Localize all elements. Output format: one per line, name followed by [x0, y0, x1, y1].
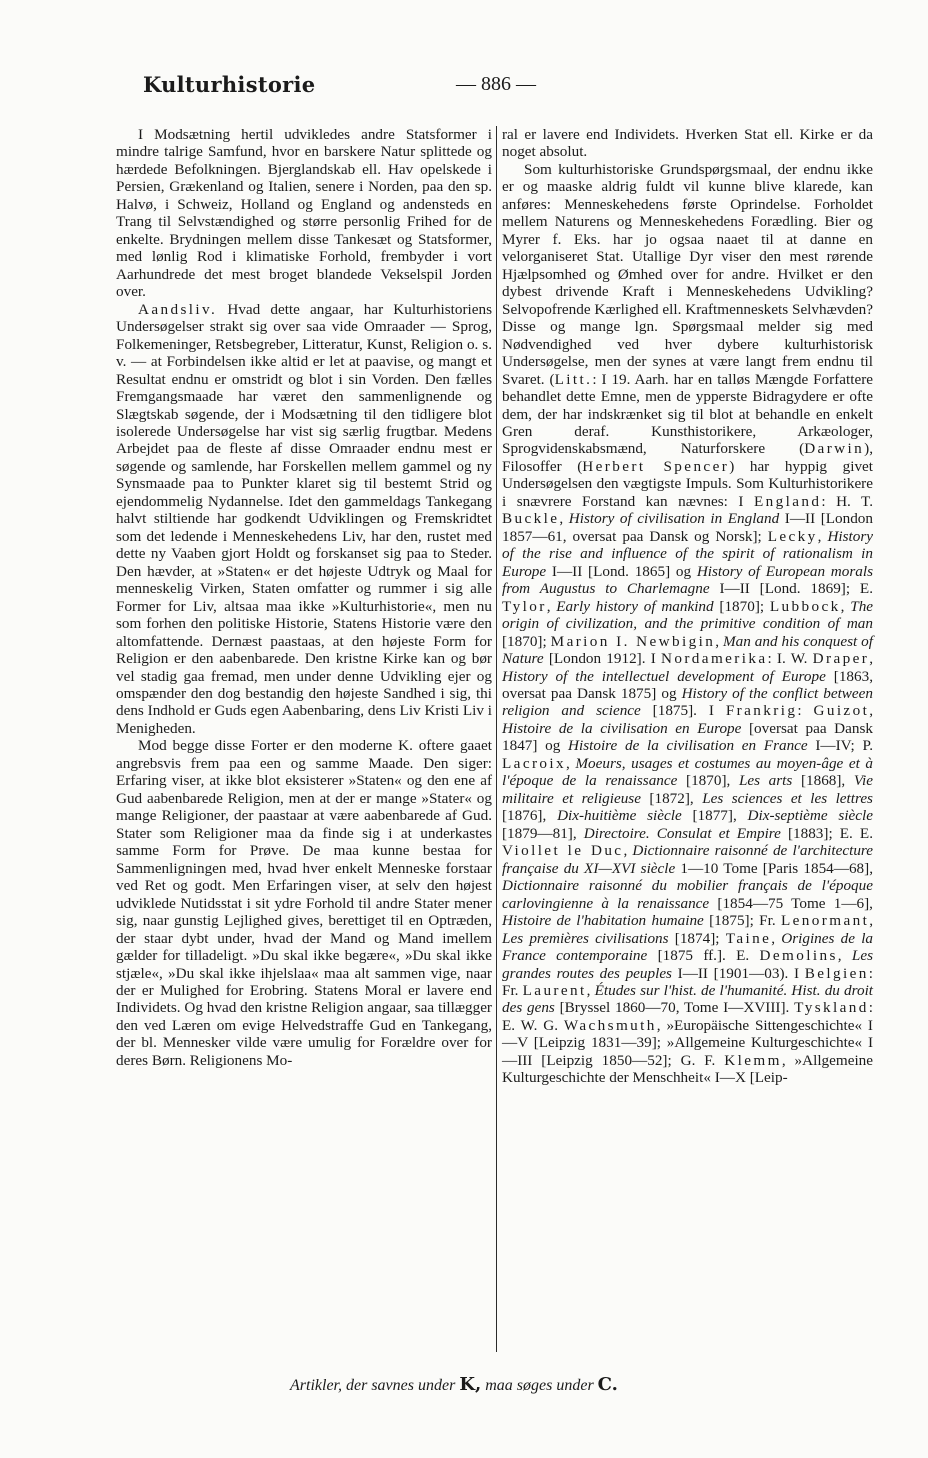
- author-name: Buckle: [502, 510, 560, 528]
- book-title: Les sciences et les lettres: [702, 789, 873, 807]
- author-name: Lecky: [767, 527, 818, 545]
- text: : E. W. G.: [502, 999, 873, 1034]
- footer-text: Artikler, der savnes under: [290, 1377, 460, 1394]
- text: ,: [869, 650, 873, 668]
- text: 1—10 Tome [Paris 1854—68],: [675, 859, 873, 877]
- text: I—II [London 1857—61, oversat paa Dansk og Norsk];: [502, 510, 873, 545]
- author-name: Lenormant: [780, 912, 870, 930]
- text: : H. T.: [821, 492, 874, 510]
- text: , »Allgemeine Kulturgeschichte der Menschheit« I—X [Leip-: [502, 1051, 873, 1087]
- text: [1870];: [713, 597, 770, 615]
- country-heading: Frankrig: [725, 702, 798, 720]
- paragraph: [116, 301, 492, 738]
- author-name: Taine: [725, 929, 772, 947]
- text: ,: [840, 597, 851, 615]
- text: : Fr.: [502, 964, 873, 999]
- footer-letter-c: C.: [597, 1374, 618, 1395]
- book-title: Histoire de la civilisation en Europe: [502, 719, 742, 737]
- country-heading: Belgien: [804, 964, 869, 982]
- country-heading: Nordamerika: [660, 650, 768, 668]
- text: [1868],: [792, 772, 854, 790]
- book-title: The origin of civilization, and the primitive condition of man: [502, 597, 874, 633]
- text: [1879—81],: [502, 824, 584, 842]
- text: ,: [869, 702, 873, 720]
- page-header: [143, 72, 783, 102]
- book-title: Les premières civilisations: [502, 929, 669, 947]
- text: [1875]. I: [640, 702, 726, 720]
- text: [1877],: [681, 807, 748, 825]
- page-number: — 886 —: [456, 73, 536, 95]
- book-title: Dictionnaire raisonné de l'architecture française du XI—XVI siècle: [502, 842, 874, 877]
- book-title: Vie militaire et religieuse: [502, 772, 873, 807]
- author-name: Wachsmuth: [563, 1016, 657, 1034]
- book-title: Études sur l'hist. de l'humanité. Hist. du droit des gens: [502, 981, 874, 1017]
- country-heading: Tyskland: [794, 999, 869, 1017]
- text: ,: [837, 947, 852, 965]
- author-name: Lacroix: [502, 754, 567, 772]
- book-title: Les arts: [738, 772, 793, 790]
- text: ,: [869, 912, 873, 930]
- book-title: Histoire de l'habitation humaine: [502, 912, 704, 930]
- author-name: Guizot: [813, 702, 870, 720]
- book-title: Origines de la France contemporaine: [502, 929, 874, 965]
- text: [1874];: [668, 929, 726, 947]
- text: ,: [817, 527, 828, 545]
- paragraph: ral er lavere end Individets. Hverken Stat ell. Kirke er da noget absolut.: [502, 126, 873, 161]
- text: I—II [1901—03). I: [671, 964, 805, 982]
- footer-text: maa søges under: [481, 1377, 598, 1394]
- text: I—II [Lond. 1865] og: [546, 562, 697, 580]
- author-name: Lubbock: [769, 597, 841, 615]
- right-column: [502, 126, 873, 1087]
- text: : I. W.: [767, 650, 813, 668]
- book-title: Directoire. Consulat et Empire: [583, 824, 781, 842]
- spaced-name: Herbert Spencer: [582, 457, 730, 475]
- author-name: Marion I. Newbigin: [550, 632, 716, 650]
- section-title: Kulturhistorie: [143, 72, 316, 97]
- book-title: History of European morals from Augustus to Charlemagne: [502, 562, 873, 598]
- author-name: Viollet le Duc: [502, 842, 624, 860]
- text: ,: [559, 510, 569, 528]
- text: [1872],: [640, 789, 703, 807]
- author-name: Tylor: [502, 597, 547, 615]
- text: [1875 ff.]. E.: [647, 947, 760, 965]
- text: ,: [771, 929, 782, 947]
- text: ) har hyppig givet Undersøgelsen den vægtigste Impuls. Som Kulturhistorikere i snævrere Forstand kan nævnes: I: [502, 457, 873, 510]
- text: ,: [623, 842, 633, 860]
- text: ,: [715, 632, 724, 650]
- author-name: Demolins: [759, 947, 838, 965]
- spaced-name: Litt.: [554, 370, 593, 388]
- text: , »Europäische Sittengeschichte« I—V [Leipzig 1831—39]; »Allgemeine Kulturgeschichte« I—III [Leipzig 1850—52]; G. F.: [502, 1016, 873, 1069]
- text: ,: [586, 981, 595, 999]
- page-footer-note: [290, 1374, 710, 1395]
- author-name: Laurent: [522, 981, 587, 999]
- text: ,: [546, 597, 557, 615]
- book-title: Moeurs, usages et costumes au moyen-âge et à l'époque de la renaissance: [502, 754, 873, 790]
- author-name: Klemm: [724, 1051, 782, 1069]
- book-title: Dix-huitième siècle: [557, 807, 682, 825]
- text: ,: [566, 754, 576, 772]
- text: ), Filosoffer (: [502, 440, 873, 475]
- column-divider: [496, 126, 497, 1352]
- book-title: History of civilisation in England: [568, 510, 780, 528]
- text: [1854—75 Tome 1—6],: [709, 894, 873, 912]
- paragraph-text: Hvad dette angaar, har Kulturhistoriens Undersøgelser strakt sig over saa vide Omraader — Sprog, Folkemeninger, Retsbegreber, Litteratur, Kunst, Religion o. s. v. — at Forbindelsen ikke altid er let at paavise, og mangt et Resultat endnu er omstridt og blot i sin Vorden. Den fælles Fremgangsmaade har været den sammenlignende og Slægtskab søgende, der i Modsætning til den tidligere blot isolerede Undersøgelse har vist sig særlig frugtbar. Medens Arbejdet paa de fleste af disse Omraader endnu mest er søgende og samlende, har Forskellen mellem gammel og ny Synsmaade paa to Punkter klaret sig til bestemt Strid og ejendommelig Nydannelse. Idet den gammeldags Tankegang halvt stiltiende har godkendt Udviklingen og Fremskridtet som det ledende i Menneskehedens Liv, har den, rustet med dette ny Vaaben gjort Holdt og forskanset sig paa to Steder. Den hævder, at »Staten« er det højeste Udtryk og Maal for menneskelig Virken, Staten omfatter og rummer i sig alle Former for Liv, altsaa maa ikke »Kulturhistorie«, men nu som forhen den politiske Historie, Statens Historie være den altomfattende. Dernæst paastaas, at den højeste Form for Religion er den aabenbarede. Den kristne Kirke kan og bør vel stadig gaa fremad, men under denne Udvikling ejer og omspænder den dog bestandig den højeste Sandhed i sig, thi dens Indhold er Guds egen Aabenbaring, dens Liv Kristi Liv i Menigheden.: [116, 300, 492, 737]
- text: I—IV; P.: [807, 737, 873, 755]
- paragraph: Mod begge disse Forter er den moderne K. oftere gaaet angrebsvis frem paa een og samme Maade. Den siger: Erfaring viser, at ikke blot eksisterer »Staten« og den ene af Gud aabenbarede Religion, men at der er mange »Stater« og mange Religioner, der paastaar at være aabenbarede af Gud. Stater som Religioner maa da finde sig i at underkastes samme Form for Prøve. De maa kunne bestaa for Sammenligningen med, hvad hver enkelt Menneske forstaar ved Ret og godt. Men Erfaringen viser, at selv den højest udviklede Nutidsstat i sit ydre Forhold til andre Stater mener sig, naar gunstig Lejlighed gives, berettiget til en Optræden, der staar dybt under, hvad der Mand og Mand imellem gælder for tilladeligt. »Du skal ikke begære«, »Du skal ikke stjæle«, »Du skal ikke ihjelslaa« maa alt sammen vige, naar der er Mulighed for Erobring. Statens Moral er lavere end Individets. Og hvad den kristne Religion angaar, saa tillægger den ved Læren om evige Helvedstraffe Gud en Tankegang, der bl. Mennesker vilde være umulig for Forældre over for deres Børn. Religionens Mo-: [116, 737, 492, 1069]
- spaced-name: Darwin: [804, 440, 865, 458]
- text: I—II [Lond. 1869]; E.: [709, 580, 873, 598]
- text: [1876],: [502, 807, 558, 825]
- text: [1870],: [677, 772, 739, 790]
- book-title: Man and his conquest of Nature: [502, 632, 873, 668]
- text: [London 1912]. I: [543, 650, 661, 668]
- subheading: Aandsliv.: [138, 300, 218, 318]
- book-title: Dictionnaire raisonné du mobilier français de l'époque carlovingienne à la renaissance: [502, 877, 873, 912]
- text: Som kulturhistoriske Grundspørgsmaal, der endnu ikke er og maaske aldrig fuldt vil kunne blive klarede, kan anføres: Menneskehedens første Oprindelse. Forholdet mellem Naturens og Menneskehedens Forædling. Bier og Myrer f. Eks. har jo ogsaa naaet til at danne en velorganiseret Stat. Utallige Dyr viser den mest rørende Hjælpsomhed og Ømhed over for andre. Hvilket er den dybest drivende Kraft i Menneskehedens Udvikling? Selvopofrende Kærlighed ell. Kraftmenneskets Selvhævden? Disse og mange lgn. Spørgsmaal melder sig med Nødvendighed ved hver dybere kulturhistorisk Undersøgelse, men der synes at være langt frem endnu til Svaret. (: [502, 160, 873, 388]
- text: [1875]; Fr.: [703, 912, 781, 930]
- text: [oversat paa Dansk 1847] og: [502, 719, 873, 755]
- book-title: Dix-septième siècle: [747, 807, 873, 825]
- paragraph: I Modsætning hertil udvikledes andre Statsformer i mindre talrige Samfund, hvor en barskere Natur splittede og hærdede Befolkningen. Bjerglandskab ell. Hav opelskede i Persien, Grækenland og Italien, senere i Norden, paa den sp. Halvø, i Schweiz, Holland og England og andensteds en Trang til Selvstændighed og større personlig Frihed for de enkelte. Brydningen mellem disse Tankesæt og Statsformer, med lønlig Rod i klimatiske Forhold, frembyder i vort Aarhundrede det mest broget blandede Vekselspil Jorden over.: [116, 126, 492, 301]
- left-column: [116, 126, 492, 1069]
- author-name: Draper: [812, 650, 870, 668]
- text: [1870];: [502, 632, 551, 650]
- book-title: Histoire de la civilisation en France: [568, 737, 808, 755]
- book-title: Early history of mankind: [556, 597, 714, 615]
- text: [1883]; E. E.: [780, 824, 873, 842]
- book-title: History of the intellectuel development of Europe: [502, 667, 826, 685]
- paragraph: [502, 161, 873, 1087]
- text: [1863, oversat paa Dansk 1875] og: [502, 667, 873, 702]
- text: :: [797, 702, 814, 720]
- book-title: History of the rise and influence of the spirit of rationalism in Europe: [502, 527, 874, 580]
- book-title: History of the conflict between religion and science: [502, 685, 873, 720]
- text: [Bryssel 1860—70, Tome I—XVIII].: [554, 999, 795, 1017]
- footer-letter-k: K,: [459, 1374, 482, 1395]
- text: : I 19. Aarh. har en talløs Mængde Forfattere behandlet dette Emne, men de ypperste Bidragydere er ofte dem, der har indskrænket sig til blot at behandle en enkelt Gren deraf. Kunsthistorikere, Arkæologer, Sprogvidenskabsmænd, Naturforskere (: [502, 370, 874, 458]
- book-title: Les grandes routes des peuples: [502, 947, 874, 982]
- country-heading: England: [753, 492, 822, 510]
